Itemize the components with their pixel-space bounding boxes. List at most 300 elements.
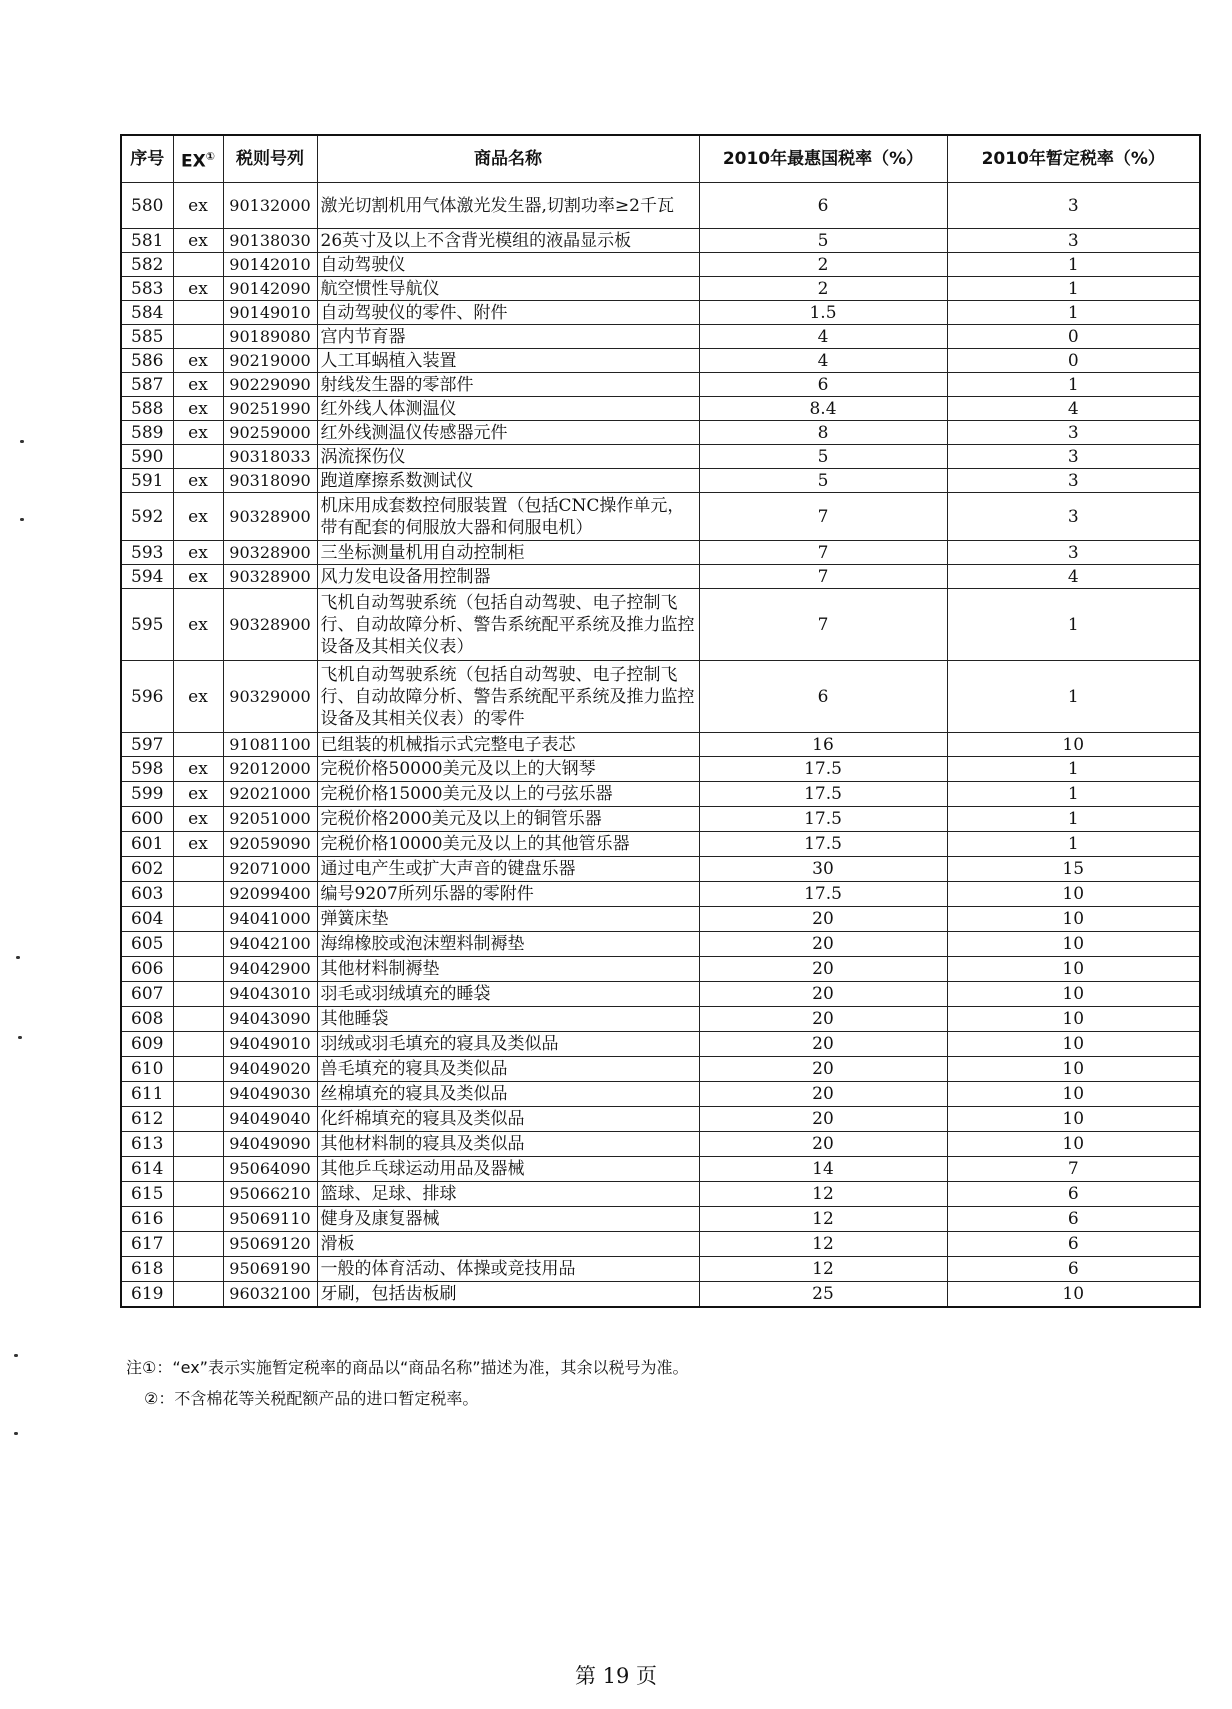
cell-serial: 605 [121,932,173,957]
cell-mfn-rate: 8.4 [699,397,947,421]
cell-ex: ex [173,373,223,397]
cell-product-name: 跑道摩擦系数测试仪 [317,469,699,493]
cell-tariff-code: 90149010 [223,301,317,325]
cell-mfn-rate: 20 [699,1132,947,1157]
cell-tariff-code: 95069190 [223,1257,317,1282]
cell-product-name: 自动驾驶仪 [317,253,699,277]
table-row [121,373,1200,397]
cell-product-name: 牙刷，包括齿板刷 [317,1282,699,1307]
cell-mfn-rate: 7 [699,565,947,589]
cell-tariff-code: 90142090 [223,277,317,301]
cell-tariff-code: 90142010 [223,253,317,277]
scan-speck [18,1036,22,1039]
cell-tariff-code: 90132000 [223,183,317,229]
cell-serial: 589 [121,421,173,445]
cell-serial: 613 [121,1132,173,1157]
cell-tariff-code: 90229090 [223,373,317,397]
table-row [121,757,1200,782]
cell-serial: 614 [121,1157,173,1182]
cell-tariff-code: 90318033 [223,445,317,469]
cell-product-name: 飞机自动驾驶系统（包括自动驾驶、电子控制飞行、自动故障分析、警告系统配平系统及推力监控设备及其相关仪表）的零件 [317,661,699,733]
cell-ex [173,1107,223,1132]
cell-serial: 611 [121,1082,173,1107]
table-row [121,469,1200,493]
cell-mfn-rate: 7 [699,493,947,541]
cell-ex [173,1057,223,1082]
cell-ex [173,882,223,907]
cell-provisional-rate: 10 [947,1082,1200,1107]
cell-ex [173,445,223,469]
cell-tariff-code: 90219000 [223,349,317,373]
cell-tariff-code: 95069110 [223,1207,317,1232]
cell-mfn-rate: 5 [699,229,947,253]
cell-ex: ex [173,782,223,807]
cell-tariff-code: 95066210 [223,1182,317,1207]
table-row [121,1082,1200,1107]
cell-product-name: 人工耳蜗植入装置 [317,349,699,373]
cell-mfn-rate: 20 [699,982,947,1007]
cell-serial: 609 [121,1032,173,1057]
cell-mfn-rate: 17.5 [699,782,947,807]
cell-product-name: 红外线测温仪传感器元件 [317,421,699,445]
table-row [121,807,1200,832]
cell-provisional-rate: 1 [947,589,1200,661]
cell-provisional-rate: 10 [947,1007,1200,1032]
cell-provisional-rate: 1 [947,373,1200,397]
table-row [121,782,1200,807]
table-row [121,1207,1200,1232]
cell-mfn-rate: 17.5 [699,832,947,857]
cell-provisional-rate: 6 [947,1207,1200,1232]
cell-product-name: 涡流探伤仪 [317,445,699,469]
cell-ex: ex [173,277,223,301]
cell-provisional-rate: 3 [947,421,1200,445]
table-row [121,832,1200,857]
cell-ex [173,301,223,325]
cell-mfn-rate: 20 [699,1032,947,1057]
cell-serial: 580 [121,183,173,229]
footnote-1: 注①：“ex”表示实施暂定税率的商品以“商品名称”描述为准，其余以税号为准。 [126,1358,689,1377]
table-row [121,907,1200,932]
cell-product-name: 风力发电设备用控制器 [317,565,699,589]
cell-tariff-code: 95069120 [223,1232,317,1257]
cell-tariff-code: 90328900 [223,589,317,661]
cell-provisional-rate: 10 [947,1057,1200,1082]
cell-ex [173,1282,223,1307]
cell-tariff-code: 96032100 [223,1282,317,1307]
table-row [121,277,1200,301]
cell-provisional-rate: 10 [947,882,1200,907]
cell-mfn-rate: 6 [699,373,947,397]
col-header-ex-label: EX [180,151,206,172]
cell-provisional-rate: 10 [947,957,1200,982]
cell-serial: 600 [121,807,173,832]
cell-mfn-rate: 20 [699,957,947,982]
cell-tariff-code: 92059090 [223,832,317,857]
cell-mfn-rate: 5 [699,445,947,469]
cell-tariff-code: 90138030 [223,229,317,253]
cell-product-name: 26英寸及以上不含背光模组的液晶显示板 [317,229,699,253]
tariff-table [120,134,1201,1308]
cell-ex [173,1182,223,1207]
scan-speck [16,956,20,959]
cell-tariff-code: 95064090 [223,1157,317,1182]
cell-provisional-rate: 3 [947,183,1200,229]
cell-mfn-rate: 20 [699,1107,947,1132]
col-header-mfn-rate: 2010年最惠国税率（%） [699,135,947,183]
cell-tariff-code: 94049040 [223,1107,317,1132]
cell-ex: ex [173,661,223,733]
cell-product-name: 健身及康复器械 [317,1207,699,1232]
cell-provisional-rate: 10 [947,733,1200,757]
cell-product-name: 射线发生器的零部件 [317,373,699,397]
footnotes [126,1352,689,1414]
table-row [121,229,1200,253]
cell-mfn-rate: 20 [699,1007,947,1032]
table-row [121,1282,1200,1307]
cell-product-name: 机床用成套数控伺服装置（包括CNC操作单元，带有配套的伺服放大器和伺服电机） [317,493,699,541]
cell-ex [173,733,223,757]
cell-mfn-rate: 4 [699,325,947,349]
cell-serial: 617 [121,1232,173,1257]
cell-ex [173,253,223,277]
cell-serial: 596 [121,661,173,733]
table-row [121,183,1200,229]
cell-ex: ex [173,349,223,373]
cell-product-name: 完税价格2000美元及以上的铜管乐器 [317,807,699,832]
cell-serial: 584 [121,301,173,325]
table-row [121,932,1200,957]
cell-serial: 606 [121,957,173,982]
table-row [121,301,1200,325]
cell-product-name: 飞机自动驾驶系统（包括自动驾驶、电子控制飞行、自动故障分析、警告系统配平系统及推力监控设备及其相关仪表） [317,589,699,661]
table-row [121,1232,1200,1257]
cell-provisional-rate: 10 [947,907,1200,932]
cell-tariff-code: 90329000 [223,661,317,733]
cell-mfn-rate: 1.5 [699,301,947,325]
cell-mfn-rate: 4 [699,349,947,373]
cell-product-name: 完税价格50000美元及以上的大钢琴 [317,757,699,782]
col-header-tariff-code: 税则号列 [223,135,317,183]
cell-tariff-code: 94043010 [223,982,317,1007]
cell-serial: 612 [121,1107,173,1132]
cell-provisional-rate: 10 [947,932,1200,957]
cell-serial: 586 [121,349,173,373]
cell-serial: 599 [121,782,173,807]
cell-mfn-rate: 16 [699,733,947,757]
cell-ex [173,325,223,349]
table-row [121,1007,1200,1032]
cell-serial: 598 [121,757,173,782]
cell-provisional-rate: 10 [947,1282,1200,1307]
cell-mfn-rate: 2 [699,253,947,277]
cell-provisional-rate: 3 [947,445,1200,469]
cell-mfn-rate: 5 [699,469,947,493]
cell-mfn-rate: 12 [699,1207,947,1232]
cell-ex [173,1082,223,1107]
cell-tariff-code: 92099400 [223,882,317,907]
cell-product-name: 通过电产生或扩大声音的键盘乐器 [317,857,699,882]
cell-ex: ex [173,469,223,493]
cell-ex: ex [173,757,223,782]
cell-mfn-rate: 20 [699,1057,947,1082]
cell-serial: 597 [121,733,173,757]
cell-mfn-rate: 7 [699,541,947,565]
cell-product-name: 一般的体育活动、体操或竞技用品 [317,1257,699,1282]
cell-provisional-rate: 7 [947,1157,1200,1182]
cell-product-name: 完税价格15000美元及以上的弓弦乐器 [317,782,699,807]
cell-ex [173,957,223,982]
cell-provisional-rate: 4 [947,397,1200,421]
cell-ex [173,857,223,882]
cell-tariff-code: 90328900 [223,541,317,565]
cell-tariff-code: 94049030 [223,1082,317,1107]
cell-tariff-code: 92051000 [223,807,317,832]
page-number: 第 19 页 [574,1664,658,1688]
col-header-serial: 序号 [121,135,173,183]
table-row [121,397,1200,421]
table-row [121,982,1200,1007]
cell-provisional-rate: 10 [947,982,1200,1007]
cell-provisional-rate: 6 [947,1257,1200,1282]
cell-tariff-code: 90318090 [223,469,317,493]
cell-provisional-rate: 1 [947,253,1200,277]
cell-product-name: 三坐标测量机用自动控制柜 [317,541,699,565]
table-row [121,1157,1200,1182]
cell-serial: 582 [121,253,173,277]
cell-ex [173,1207,223,1232]
cell-provisional-rate: 10 [947,1132,1200,1157]
cell-ex [173,1007,223,1032]
cell-mfn-rate: 2 [699,277,947,301]
cell-serial: 588 [121,397,173,421]
cell-product-name: 滑板 [317,1232,699,1257]
cell-provisional-rate: 1 [947,757,1200,782]
cell-serial: 585 [121,325,173,349]
cell-mfn-rate: 17.5 [699,882,947,907]
cell-product-name: 羽绒或羽毛填充的寝具及类似品 [317,1032,699,1057]
cell-mfn-rate: 14 [699,1157,947,1182]
cell-product-name: 化纤棉填充的寝具及类似品 [317,1107,699,1132]
cell-serial: 615 [121,1182,173,1207]
cell-serial: 610 [121,1057,173,1082]
scan-speck [20,518,24,521]
cell-provisional-rate: 10 [947,1032,1200,1057]
cell-provisional-rate: 15 [947,857,1200,882]
cell-product-name: 兽毛填充的寝具及类似品 [317,1057,699,1082]
cell-serial: 587 [121,373,173,397]
cell-tariff-code: 92012000 [223,757,317,782]
cell-product-name: 海绵橡胶或泡沫塑料制褥垫 [317,932,699,957]
cell-tariff-code: 94042900 [223,957,317,982]
cell-mfn-rate: 6 [699,183,947,229]
scan-speck [14,1432,18,1435]
cell-mfn-rate: 12 [699,1232,947,1257]
cell-product-name: 已组装的机械指示式完整电子表芯 [317,733,699,757]
cell-tariff-code: 94043090 [223,1007,317,1032]
cell-provisional-rate: 1 [947,782,1200,807]
table-row [121,1257,1200,1282]
cell-mfn-rate: 12 [699,1257,947,1282]
cell-mfn-rate: 25 [699,1282,947,1307]
cell-ex: ex [173,589,223,661]
cell-provisional-rate: 1 [947,301,1200,325]
cell-product-name: 丝棉填充的寝具及类似品 [317,1082,699,1107]
cell-product-name: 完税价格10000美元及以上的其他管乐器 [317,832,699,857]
table-row [121,421,1200,445]
cell-ex [173,1157,223,1182]
cell-product-name: 宫内节育器 [317,325,699,349]
cell-provisional-rate: 6 [947,1182,1200,1207]
cell-product-name: 其他睡袋 [317,1007,699,1032]
cell-ex: ex [173,397,223,421]
cell-mfn-rate: 20 [699,907,947,932]
cell-serial: 619 [121,1282,173,1307]
cell-product-name: 其他乒乓球运动用品及器械 [317,1157,699,1182]
cell-ex: ex [173,807,223,832]
scan-speck [14,1354,18,1357]
table-row [121,1182,1200,1207]
table-row [121,1132,1200,1157]
cell-serial: 616 [121,1207,173,1232]
table-row [121,1032,1200,1057]
cell-product-name: 激光切割机用气体激光发生器,切割功率≥2千瓦 [317,183,699,229]
cell-provisional-rate: 3 [947,493,1200,541]
cell-tariff-code: 94042100 [223,932,317,957]
cell-ex: ex [173,421,223,445]
cell-serial: 581 [121,229,173,253]
footnote-2: ②：不含棉花等关税配额产品的进口暂定税率。 [144,1389,479,1408]
footnote-marker: ① [205,149,216,163]
cell-mfn-rate: 17.5 [699,757,947,782]
cell-product-name: 其他材料制的寝具及类似品 [317,1132,699,1157]
cell-ex: ex [173,229,223,253]
table-row [121,493,1200,541]
cell-ex: ex [173,565,223,589]
cell-mfn-rate: 30 [699,857,947,882]
cell-tariff-code: 90328900 [223,493,317,541]
cell-ex [173,907,223,932]
cell-mfn-rate: 12 [699,1182,947,1207]
cell-serial: 592 [121,493,173,541]
cell-tariff-code: 90251990 [223,397,317,421]
cell-ex: ex [173,541,223,565]
cell-tariff-code: 90259000 [223,421,317,445]
cell-mfn-rate: 6 [699,661,947,733]
cell-serial: 593 [121,541,173,565]
cell-ex [173,1032,223,1057]
cell-provisional-rate: 1 [947,277,1200,301]
cell-provisional-rate: 1 [947,832,1200,857]
table-row [121,882,1200,907]
cell-product-name: 其他材料制褥垫 [317,957,699,982]
col-header-ex [173,135,223,183]
cell-serial: 601 [121,832,173,857]
cell-mfn-rate: 20 [699,1082,947,1107]
cell-tariff-code: 94049020 [223,1057,317,1082]
table-row [121,589,1200,661]
table-row [121,445,1200,469]
cell-product-name: 编号9207所列乐器的零附件 [317,882,699,907]
col-header-provisional-rate: 2010年暂定税率（%） [947,135,1200,183]
cell-ex [173,982,223,1007]
col-header-product-name: 商品名称 [317,135,699,183]
table-row [121,957,1200,982]
cell-provisional-rate: 3 [947,469,1200,493]
cell-serial: 594 [121,565,173,589]
table-row [121,565,1200,589]
cell-provisional-rate: 3 [947,541,1200,565]
table-row [121,541,1200,565]
cell-mfn-rate: 8 [699,421,947,445]
cell-serial: 608 [121,1007,173,1032]
cell-provisional-rate: 6 [947,1232,1200,1257]
cell-tariff-code: 94049010 [223,1032,317,1057]
cell-ex [173,1257,223,1282]
cell-provisional-rate: 1 [947,661,1200,733]
cell-provisional-rate: 3 [947,229,1200,253]
cell-tariff-code: 91081100 [223,733,317,757]
cell-tariff-code: 94041000 [223,907,317,932]
table-row [121,857,1200,882]
cell-tariff-code: 92071000 [223,857,317,882]
cell-serial: 591 [121,469,173,493]
cell-serial: 595 [121,589,173,661]
cell-product-name: 弹簧床垫 [317,907,699,932]
cell-tariff-code: 92021000 [223,782,317,807]
cell-ex [173,1132,223,1157]
cell-tariff-code: 94049090 [223,1132,317,1157]
cell-product-name: 篮球、足球、排球 [317,1182,699,1207]
cell-mfn-rate: 20 [699,932,947,957]
cell-serial: 603 [121,882,173,907]
cell-product-name: 自动驾驶仪的零件、附件 [317,301,699,325]
cell-ex [173,932,223,957]
table-row [121,733,1200,757]
cell-product-name: 红外线人体测温仪 [317,397,699,421]
cell-mfn-rate: 7 [699,589,947,661]
cell-serial: 618 [121,1257,173,1282]
cell-tariff-code: 90189080 [223,325,317,349]
cell-serial: 583 [121,277,173,301]
cell-provisional-rate: 0 [947,325,1200,349]
table-row [121,1057,1200,1082]
cell-ex: ex [173,832,223,857]
cell-ex [173,1232,223,1257]
cell-ex: ex [173,183,223,229]
cell-provisional-rate: 0 [947,349,1200,373]
cell-serial: 607 [121,982,173,1007]
cell-serial: 602 [121,857,173,882]
table-row [121,253,1200,277]
cell-serial: 590 [121,445,173,469]
cell-tariff-code: 90328900 [223,565,317,589]
cell-ex: ex [173,493,223,541]
cell-product-name: 羽毛或羽绒填充的睡袋 [317,982,699,1007]
table-row [121,1107,1200,1132]
table-row [121,325,1200,349]
table-row [121,349,1200,373]
scan-speck [20,440,24,443]
table-header-row [121,135,1200,183]
cell-product-name: 航空惯性导航仪 [317,277,699,301]
cell-mfn-rate: 17.5 [699,807,947,832]
cell-serial: 604 [121,907,173,932]
cell-provisional-rate: 10 [947,1107,1200,1132]
cell-provisional-rate: 1 [947,807,1200,832]
table-row [121,661,1200,733]
cell-provisional-rate: 4 [947,565,1200,589]
